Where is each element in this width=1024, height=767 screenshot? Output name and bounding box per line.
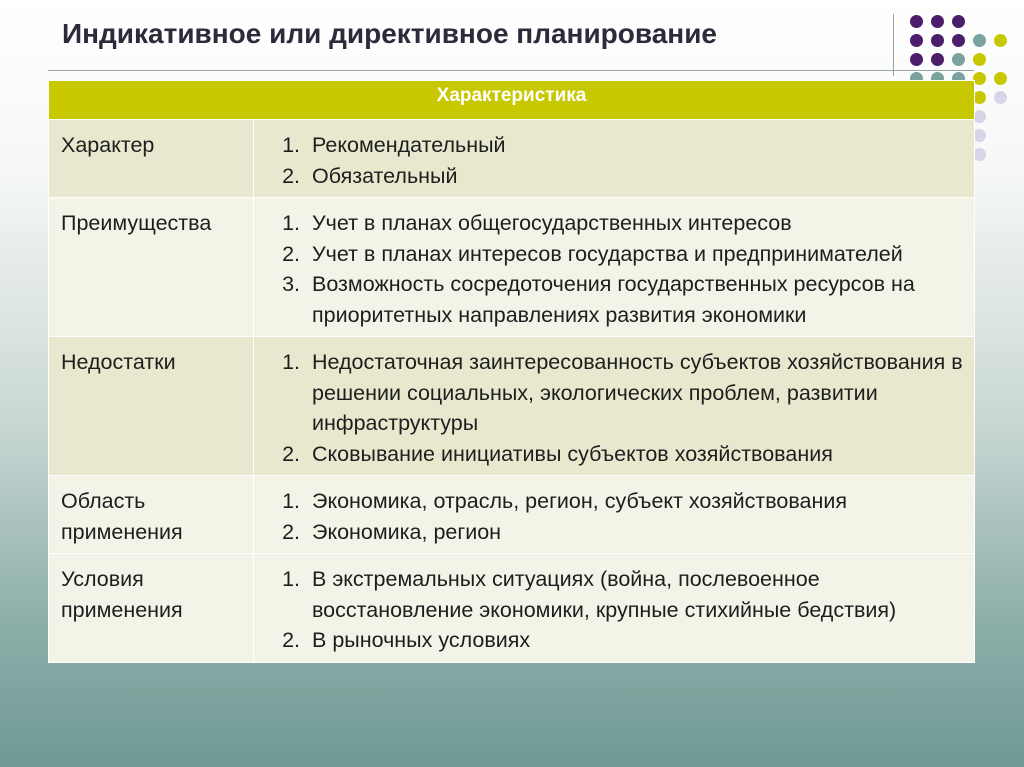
decor-vertical-line (893, 14, 894, 76)
list-item: 1. В экстремальных ситуациях (война, послевоенное восстановление экономики, крупные стихийные бедствия) (306, 564, 964, 625)
row-label: Область применения (49, 476, 254, 554)
decor-dot (973, 53, 986, 66)
decor-dot (952, 53, 965, 66)
list-item: 2. Учет в планах интересов государства и предпринимателей (306, 239, 964, 270)
row-content (254, 120, 975, 198)
decor-dot (994, 72, 1007, 85)
decor-dot (952, 34, 965, 47)
list-item: 3. Возможность сосредоточения государственных ресурсов на приоритетных направлениях развития экономики (306, 269, 964, 330)
list-item: 1. Рекомендательный (306, 130, 964, 161)
row-content (254, 554, 975, 663)
decor-dot (994, 91, 1007, 104)
row-label: Характер (49, 120, 254, 198)
list-item: 2. Обязательный (306, 161, 964, 192)
list-item: 2. Сковывание инициативы субъектов хозяйствования (306, 439, 964, 470)
list-item: 2. Экономика, регион (306, 517, 964, 548)
table-row (49, 554, 975, 663)
item-list (260, 208, 964, 330)
decor-dot (931, 15, 944, 28)
item-list (260, 130, 964, 191)
decor-dot (973, 34, 986, 47)
row-content (254, 198, 975, 337)
row-label: Недостатки (49, 337, 254, 476)
item-list (260, 486, 964, 547)
decor-dot (910, 34, 923, 47)
row-content (254, 337, 975, 476)
row-label: Преимущества (49, 198, 254, 337)
table-row (49, 198, 975, 337)
decor-dot (910, 15, 923, 28)
table-row (49, 337, 975, 476)
item-list (260, 564, 964, 656)
row-content (254, 476, 975, 554)
row-label: Условия применения (49, 554, 254, 663)
characteristics-table (48, 80, 975, 663)
list-item: 1. Учет в планах общегосударственных интересов (306, 208, 964, 239)
decor-horizontal-line (48, 70, 974, 71)
table-row (49, 476, 975, 554)
decor-dot (931, 34, 944, 47)
list-item: 1. Экономика, отрасль, регион, субъект хозяйствования (306, 486, 964, 517)
list-item: 1. Недостаточная заинтересованность субъектов хозяйствования в решении социальных, экологических проблем, развитии инфраструктуры (306, 347, 964, 439)
table-row (49, 120, 975, 198)
decor-dot (910, 53, 923, 66)
item-list (260, 347, 964, 469)
list-item: 2. В рыночных условиях (306, 625, 964, 656)
table-header: Характеристика (49, 81, 975, 120)
decor-dot (952, 15, 965, 28)
slide-title: Индикативное или директивное планирование (62, 18, 718, 49)
decor-dot (994, 34, 1007, 47)
decor-dot (931, 53, 944, 66)
